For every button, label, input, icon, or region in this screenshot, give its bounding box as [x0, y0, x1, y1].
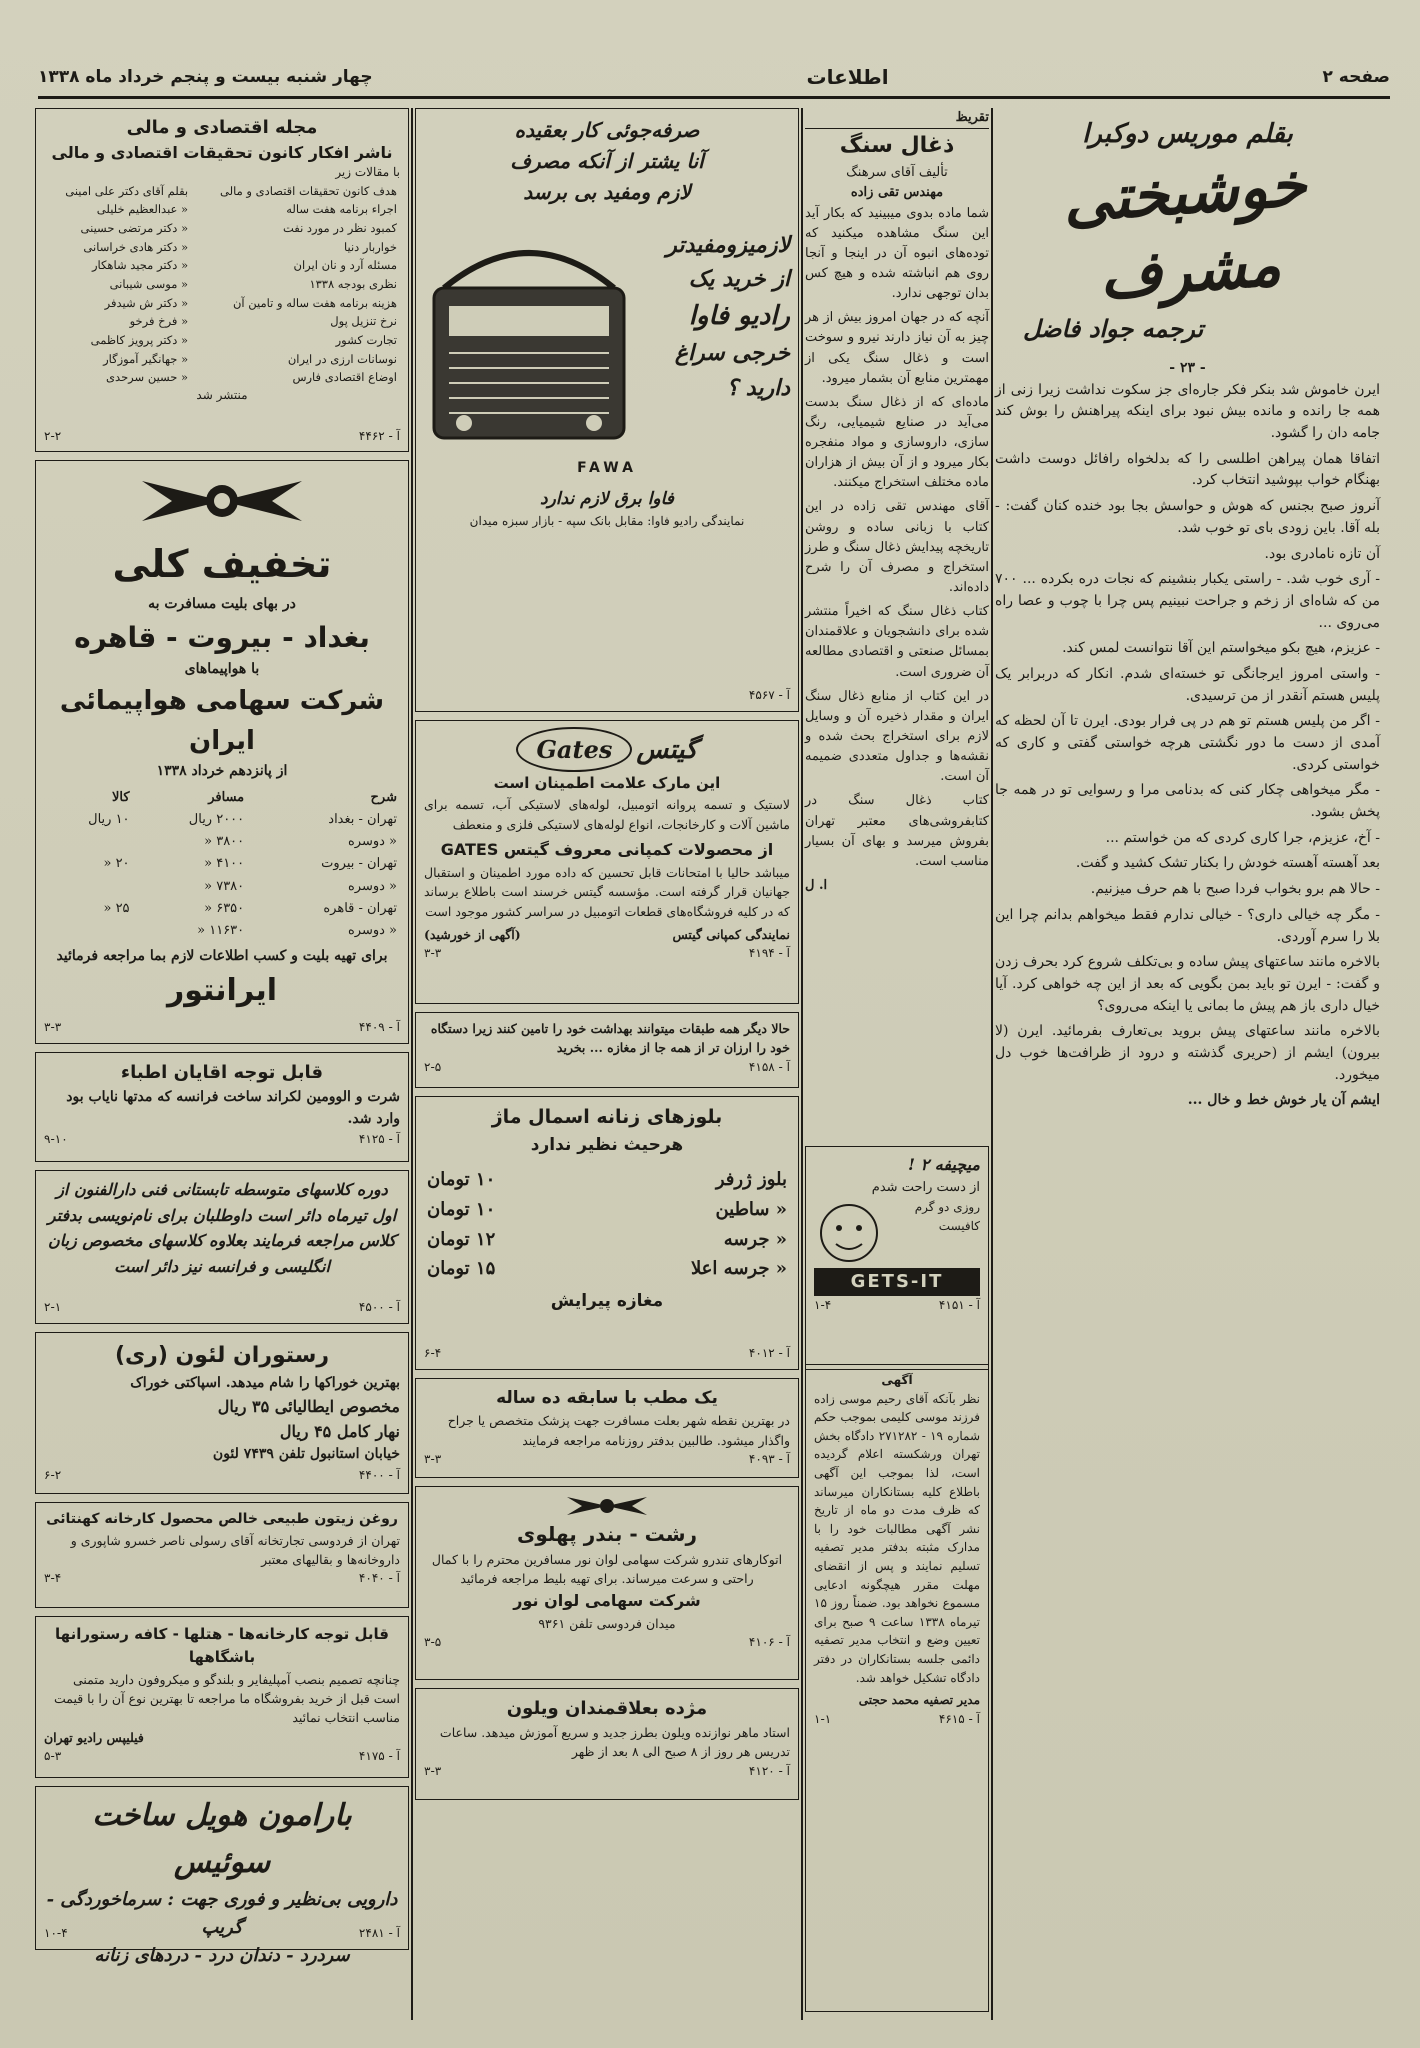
ads-column-left — [35, 108, 409, 2020]
ad-ref — [44, 1018, 400, 1037]
fare-passenger: ۲۰۰۰ ریال — [188, 812, 245, 828]
article-author: بقلم آقای دکتر علی امینی — [65, 183, 189, 198]
restaurant-line: خیابان استانبول تلفن ۷۴۳۹ لئون — [212, 1446, 400, 1463]
article-row — [44, 350, 400, 369]
fare-header-row — [44, 787, 400, 809]
ad-ref-code: ۱-۴ — [814, 1297, 832, 1312]
radio-question: لازمیزومفیدتر — [666, 232, 790, 258]
fare-row — [44, 853, 400, 875]
item-price: ۱۵ تومان — [427, 1258, 496, 1280]
airline-footer: برای تهیه بلیت و کسب اطلاعات لازم بما مراجعه فرمائید — [56, 947, 388, 964]
article-author: « حسین سرحدی — [106, 370, 189, 385]
article-row — [44, 312, 400, 331]
olive-oil-ad — [35, 1502, 409, 1608]
review-byline: تألیف آقای سرهنگ — [846, 165, 948, 181]
fare-route: تهران - بغداد — [328, 812, 397, 828]
blouse-shop: مغازه پیرایش — [550, 1291, 664, 1312]
radio-fawa-ad — [415, 108, 799, 712]
economic-magazine-ad — [35, 108, 409, 452]
serial-paragraph: - عزیزم، هیچ بکو میخواستم این آقا نتوانست لمس کند. — [1062, 640, 1380, 657]
blouse-subtitle: هرحیث نظیر ندارد — [530, 1135, 684, 1156]
fare-route: تهران - بیروت — [321, 856, 397, 872]
getsit-subtitle: از دست راحت شدم — [871, 1179, 980, 1195]
issue-date: چهار شنبه بیست و پنجم خرداد ماه ۱۳۳۸ — [38, 67, 373, 87]
column-rule — [991, 108, 993, 2020]
ad-ref-number: آ - ۴۴۰۰ — [358, 1468, 400, 1483]
ad-ref-number: آ - ۴۴۰۹ — [358, 1020, 400, 1035]
ad-ref — [424, 944, 790, 963]
blouse-price-table — [424, 1165, 790, 1285]
bus-address: میدان فردوسی تلفن ۹۳۶۱ — [538, 1615, 676, 1631]
winged-logo-icon — [137, 471, 307, 531]
radio-brand: FAWA — [577, 460, 637, 476]
bus-text: اتوکارهای تندرو شرکت سهامی لوان نور مسافرین محترم را با کمال راحتی و سرعت میرساند. برای تهیه بلیط مراجعه فرمائید — [431, 1552, 783, 1587]
fare-route: « دوسره — [347, 922, 397, 938]
article-title: هدف کانون تحقیقات اقتصادی و مالی — [220, 183, 397, 198]
amplifier-ad — [35, 1616, 409, 1778]
radio-question: از خرید یک — [688, 266, 790, 293]
olive-oil-title: روغن زیتون طبیعی خالص محصول کارخانه کهنتائی — [46, 1511, 398, 1527]
serial-paragraph: - مگر میخواهی چکار کنی که بدنامی مرا و رسوایی تو در همه جا پخش بشود. — [995, 782, 1380, 821]
magazine-title: مجله اقتصادی و مالی — [126, 117, 318, 138]
hygiene-ad — [415, 1012, 799, 1088]
ad-ref — [44, 1130, 400, 1149]
fare-header: شرح — [370, 789, 397, 805]
bankruptcy-notice — [805, 1364, 989, 2012]
magazine-intro: با مقالات زیر — [335, 165, 400, 180]
restaurant-line: مخصوص ایطالیائی ۳۵ ریال — [217, 1396, 400, 1416]
notice-title: آگهی — [881, 1373, 913, 1387]
getsit-ad — [805, 1146, 989, 1370]
ad-ref-code: ۵-۳ — [44, 1749, 62, 1763]
summer-class-ad — [35, 1170, 409, 1324]
class-text: دوره کلاسهای متوسطه تابستانی فنی دارالفنون از اول تیرماه دائر است داوطلبان برای نام‌نویسی بدفتر کلاس مراجعه فرمایند بعلاوه کلاسهای مخصوص زبان انگلیسی و فرانسه نیز دائر است — [47, 1180, 397, 1276]
airline-fare-table — [44, 787, 400, 942]
clinic-title: یک مطب با سابقه ده ساله — [496, 1388, 718, 1408]
serial-paragraph: - آخ، عزیزم، جرا کاری کردی که من خواستم ... — [1105, 829, 1380, 846]
serial-paragraph: اتفاقا همان پیراهن اطلسی را که بدلخواه رافائل دوست داشت بهنگام خواب بپوشید انتخاب کرد. — [995, 450, 1380, 489]
radio-question: خرجی سراغ — [674, 340, 790, 367]
ad-ref-number: آ - ۴۱۵۸ — [748, 1059, 790, 1074]
fare-row — [44, 809, 400, 831]
ad-ref — [44, 1466, 400, 1485]
ad-ref-code: ۲-۵ — [424, 1059, 442, 1074]
review-paragraph: کتاب ذغال سنگ که اخیراً منتشر شده برای دانشجویان و علاقمندان بمسائل صنعتی و اقتصادی مطالعه آن ضروری است. — [805, 604, 989, 680]
serial-credit: بقلم موریس دوکبرا — [1082, 119, 1293, 149]
fare-cargo: ۲۵ « — [103, 900, 130, 916]
article-author: « دکتر مرتضی حسینی — [80, 221, 189, 236]
bus-company: شرکت سهامی لوان نور — [513, 1590, 701, 1610]
ad-ref-number: آ - ۲۴۸۱ — [358, 1926, 400, 1941]
violin-title: مژده بعلاقمندان ویلون — [506, 1698, 708, 1719]
fare-row — [44, 831, 400, 853]
medicine-line: سردرد - دندان درد - دردهای زنانه — [94, 1944, 350, 1966]
article-row — [44, 238, 400, 257]
article-title: اجراء برنامه هفت ساله — [286, 202, 397, 217]
page-header — [38, 58, 1390, 99]
price-row — [424, 1165, 790, 1195]
radio-icon — [424, 228, 634, 458]
airline-ad — [35, 460, 409, 1044]
violin-ad — [415, 1688, 799, 1800]
article-title: مسئله آرد و نان ایران — [293, 258, 397, 273]
article-title: تجارت کشور — [335, 333, 397, 348]
getsit-brand: GETS-IT — [814, 1268, 980, 1296]
cartoon-face-icon — [814, 1198, 884, 1268]
serial-title-block — [995, 108, 1380, 350]
article-row — [44, 331, 400, 350]
medicine-ad — [35, 1786, 409, 1966]
ad-ref-code: ۳-۳ — [424, 1452, 442, 1467]
serial-paragraph: - حالا هم برو بخواب فردا صبح با هم حرف میزنیم. — [1090, 881, 1380, 898]
serial-paragraph: بالاخره مانند ساعتهای پیش ساده و بی‌تکلف شروع کرد بحرف زدن و گفت: - ایرن تو باید بمن بگویی که بعد از این چه خواهی کرد. آیا خیال داری باز هم پیش ما بمانی یا اینکه می‌روی؟ — [995, 954, 1380, 1014]
ad-ref — [424, 1450, 790, 1469]
airline-agency: ایرانتور — [166, 972, 278, 1008]
restaurant-title: رستوران لئون (ری) — [114, 1343, 330, 1368]
fare-cargo — [44, 876, 133, 898]
fare-row — [44, 920, 400, 942]
price-row — [424, 1225, 790, 1255]
serial-paragraph: آن تازه نامادری بود. — [1264, 545, 1380, 562]
ad-ref-number: آ - ۴۵۰۰ — [358, 1300, 400, 1315]
item-name: « جرسه — [723, 1228, 787, 1250]
gates-line: (آگهی از خورشید) — [424, 927, 521, 943]
ad-ref — [44, 428, 400, 445]
ad-ref-code: ۳-۵ — [424, 1634, 442, 1649]
restaurant-line: بهترین خوراکها را شام میدهد. اسپاکتی خوراک — [130, 1375, 400, 1392]
magazine-articles-table — [44, 182, 400, 387]
review-paragraph: شما ماده بدوی میبینید که بکار آید این سنگ مشاهده میکنید که توده‌های انبوه آن در اینجا و آنجا روی هم انباشته شده و هیچ کس بدان توجهی ندارد. — [805, 205, 989, 302]
price-row — [424, 1195, 790, 1225]
radio-footer: نمایندگی رادیو فاوا: مقابل بانک سپه - بازار سبزه میدان — [469, 514, 745, 529]
item-price: ۱۰ تومان — [427, 1198, 496, 1220]
hygiene-text: حالا دیگر همه طبقات میتوانند بهداشت خود را تامین کنند زیرا دستگاه خود را ارزان تر از همه جا از مغازه ... بخرید — [430, 1021, 790, 1056]
radio-question: رادیو فاوا — [688, 301, 790, 332]
ad-ref-code: ۲-۲ — [44, 428, 62, 443]
ad-ref — [424, 1058, 790, 1077]
ad-ref-number: آ - ۴۰۱۲ — [748, 1346, 790, 1361]
article-title: کمبود نظر در مورد نفت — [282, 221, 397, 236]
review-column — [805, 108, 989, 2020]
serial-column — [995, 108, 1380, 2020]
ad-ref-number: آ - ۴۰۴۰ — [358, 1571, 400, 1586]
ad-ref — [814, 1296, 980, 1315]
serial-paragraph: آنروز صبح بجنس که هوش و حواسش بجا بود خنده کنان گفت: - بله آقا. باین زودی بای تو خوب شد. — [995, 498, 1380, 536]
review-paragraph: در این کتاب از منابع ذغال سنگ ایران و مقدار ذخیره آن و وسایل لازم برای استخراج بحث شده و نقشه‌ها و جداول متعددی ضمیمه آن است. — [805, 688, 989, 785]
fare-row — [44, 898, 400, 920]
serial-paragraph: ایشم آن یار خوش خط و خال ... — [1187, 1092, 1380, 1109]
airline-company: شرکت سهامی هواپیمائی ایران — [59, 685, 385, 756]
article-row — [44, 200, 400, 219]
ad-ref-code: ۹-۱۰ — [44, 1132, 68, 1147]
amplifier-text: چنانچه تصمیم بنصب آمپلیفایر و بلندگو و میکروفون دارید متمنی است قبل از خرید بفروشگاه ما مراجعه تا بهترین نوع آن را با قیمت مناسب انتخاب نمائید — [53, 1671, 400, 1726]
restaurant-line: نهار کامل ۴۵ ریال — [279, 1421, 400, 1441]
blouse-ad — [415, 1096, 799, 1370]
magazine-subtitle: ناشر افکار کانون تحقیقات اقتصادی و مالی — [51, 143, 393, 163]
fare-passenger: ۶۳۵۰ « — [204, 900, 245, 916]
radio-tagline: آنا یشتر از آنکه مصرف — [510, 149, 704, 173]
article-author: « دکتر ش شیدفر — [104, 295, 189, 310]
ad-ref-code: ۳-۴ — [44, 1571, 62, 1586]
ad-ref-code: ۲-۱ — [44, 1300, 62, 1315]
serial-paragraph: - آری خوب شد. - راستی یکبار بنشینم که نجات دره بکرده ... ۷۰۰ من که شاه‌ای از زخم و جراحت نبینیم پس چرا با چوب و عصا راه می‌روی ... — [995, 571, 1380, 631]
radio-tagline: لازم ومفید بی برسد — [523, 180, 691, 204]
clinic-text: در بهترین نقطه شهر بعلت مسافرت جهت پزشک متخصص یا جراح واگذار میشود. طالبین بدفتر روزنامه مراجعه فرمایند — [447, 1413, 790, 1448]
blouse-title: بلوزهای زنانه اسمال ماژ — [491, 1106, 723, 1128]
article-row — [44, 219, 400, 238]
ad-ref-code: ۳-۳ — [424, 1763, 442, 1778]
fare-row — [44, 876, 400, 898]
winged-emblem-icon — [562, 1493, 652, 1519]
article-row — [44, 294, 400, 313]
article-title: نوسانات ارزی در ایران — [287, 351, 397, 366]
doctors-ad — [35, 1052, 409, 1162]
article-row — [44, 275, 400, 294]
review-paragraph: کتاب ذغال سنگ در کتابفروشی‌های معتبر تهران بفروش میرسد و بهای آن بسیار مناسب است. — [805, 793, 989, 869]
review-label: تقریظ — [805, 108, 989, 129]
serial-paragraph: بالاخره مانند ساعتهای پیش بروید بی‌تعارف بفرمائید. ایرن (لا بیرون) ایشم از (حریری گذشته و درود از ظرافت‌ها خوب دل میخورد. — [995, 1023, 1380, 1083]
ad-ref-number: آ - ۴۱۹۴ — [748, 946, 790, 961]
serial-paragraph: - اگر من پلیس هستم تو هم در پی فرار بودی. ایرن تا آن لحظه که آمدی از دست ما دور نگشتی هرچه خواستی گفتی و کاری که خواستی کردی. — [995, 713, 1380, 773]
column-rule — [411, 108, 413, 2020]
ad-ref — [424, 1762, 790, 1781]
bus-title: رشت - بندر پهلوی — [516, 1522, 698, 1546]
doctors-text: شرت و الوومین لکراند ساخت فرانسه که مدتها نایاب بود وارد شد. — [66, 1088, 400, 1127]
ad-ref — [424, 1344, 790, 1363]
article-row — [44, 256, 400, 275]
serial-paragraph: بعد آهسته آهسته خودش را بکنار تشک کشید و گفت. — [1075, 855, 1380, 872]
ad-ref — [814, 1710, 980, 1729]
ad-ref — [44, 1747, 400, 1766]
bus-ad — [415, 1486, 799, 1680]
article-author: « دکتر پرویز کاظمی — [90, 333, 189, 348]
fare-passenger: ۳۸۰۰ « — [204, 834, 245, 850]
medicine-title: بارامون هویل ساخت سوئیس — [92, 1798, 352, 1880]
item-price: ۱۲ تومان — [427, 1228, 496, 1250]
gates-ad — [415, 720, 799, 1004]
ad-ref — [44, 1924, 400, 1943]
fare-passenger: ۱۱۶۳۰ « — [197, 922, 245, 938]
article-title: هزینه برنامه هفت ساله و تامین آن — [232, 295, 397, 310]
article-author: « موسی شیبانی — [109, 277, 189, 292]
fare-route: « دوسره — [347, 834, 397, 850]
article-author: « جهانگیر آموزگار — [103, 351, 189, 366]
serial-paragraph: - واستی امروز ایرجانگی تو خسته‌ای شدم. انکار که دربرابر یک پلیس هستم آنقدر از من ترسیدی. — [995, 665, 1380, 704]
ad-ref-code: ۶-۴ — [424, 1346, 442, 1361]
ad-ref-number: آ - ۴۱۲۵ — [358, 1132, 400, 1147]
radio-tagline: صرفه‌جوئی کار بعقیده — [514, 118, 700, 142]
newspaper-name: اطلاعات — [806, 65, 889, 89]
ads-column-center — [415, 108, 799, 2020]
item-price: ۱۰ تومان — [427, 1168, 496, 1190]
ad-ref-number: آ - ۴۰۹۳ — [748, 1452, 790, 1467]
serial-title: خوشبختی مشرف — [1060, 149, 1309, 313]
magazine-note: منتشر شد — [196, 388, 248, 403]
review-signature: ا. ل — [805, 878, 828, 894]
article-author: « دکتر مجید شاهکار — [91, 258, 189, 273]
gates-line: نمایندگی کمپانی گیتس — [672, 927, 790, 943]
article-row — [44, 182, 400, 201]
article-row — [44, 368, 400, 387]
radio-question: دارید ؟ — [726, 374, 790, 401]
notice-text: نظر بآنکه آقای رحیم موسی زاده فرزند موسی کلیمی بموجب حکم شماره ۱۹ - ۲۷۱۲۸۲ دادگاه بخش تهران ورشکسته اعلام گردیده است، لذا بموجب این آگهی باطلاع کلیه بستانکاران میرساند که ظرف مدت دو ماه از تاریخ نشر آگهی مطالبات خود را با مدارک مثبته بدفتر مدیر تصفیه تسلیم نمایند و پس از انقضای مهلت مقرر هیچگونه ادعایی مسموع نخواهد بود. ضمناً روز ۱۵ تیرماه ۱۳۳۸ ساعت ۹ صبح برای تعیین وضع و انتخاب مدیر تصفیه دائمی جلسه بستانکاران در دفتر دادگاه تشکیل خواهد شد. — [814, 1391, 980, 1685]
fare-passenger: ۴۱۰۰ « — [204, 856, 245, 872]
serial-part-number: - ۲۳ - — [1169, 360, 1206, 376]
gates-line: میباشد حالیا با امتحانات قابل تحسین که داده مورد اطمینان و استقبال جهانیان قرار گرفته است. مؤسسه گیتس خرسند است باطلاع برساند که در کلیه فروشگاه‌های قطعات اتومبیل در سراسر کشور موجود است — [424, 864, 790, 919]
review-paragraph: ماده‌ای که از ذغال سنگ بدست می‌آید در صنایع شیمیایی، رنگ سازی، داروسازی و مواد منفجره بکار میرود و از آن بیش از هزاران ماده مختلف استخراج میکنند. — [805, 394, 989, 491]
doctors-title: قابل توجه اقایان اطباء — [120, 1062, 324, 1083]
airline-title: تخفیف کلی — [112, 542, 332, 586]
clinic-ad — [415, 1378, 799, 1478]
column-rule — [801, 108, 803, 2020]
article-author: « عبدالعظیم خلیلی — [96, 202, 189, 217]
getsit-note: روزی دو گرم کافیست — [914, 1199, 980, 1233]
article-author: « دکتر هادی خراسانی — [83, 239, 189, 254]
ad-ref-number: آ - ۴۱۰۶ — [748, 1634, 790, 1649]
ad-ref-number: آ - ۴۱۷۵ — [358, 1749, 400, 1763]
ad-ref — [424, 1633, 790, 1652]
serial-translator: ترجمه جواد فاضل — [1023, 314, 1204, 344]
ad-ref-code: ۳-۳ — [44, 1020, 62, 1035]
ad-ref-number: آ - ۴۴۶۲ — [358, 428, 400, 443]
article-title: نظری بودجه ۱۳۳۸ — [309, 277, 397, 292]
gates-persian-name: گیتس — [636, 735, 698, 765]
ad-ref-number: آ - ۴۵۶۷ — [748, 688, 790, 703]
ad-ref-code: ۱-۱ — [814, 1711, 832, 1726]
gates-line: از محصولات کمپانی معروف گیتس GATES — [440, 840, 774, 860]
ad-ref — [424, 686, 790, 705]
amplifier-title: باشگاهها — [188, 1648, 256, 1667]
radio-footer: فاوا برق لازم ندارد — [540, 488, 674, 509]
ad-ref — [44, 1569, 400, 1588]
review-byline: مهندس تقی زاده — [850, 185, 944, 201]
notice-signature: مدیر تصفیه محمد حجتی — [858, 1693, 980, 1708]
airline-from-date: از پانزدهم خرداد ۱۳۳۸ — [156, 763, 288, 780]
olive-oil-text: تهران از فردوسی تجارتخانه آقای رسولی ناصر خسرو شاپوری و داروخانه‌ها و بقالیهای معتبر — [70, 1532, 400, 1568]
item-name: « جرسه اعلا — [690, 1258, 787, 1280]
violin-text: استاد ماهر نوازنده ویلون بطرز جدید و سریع آموزش میدهد. ساعات تدریس هر روز از ۸ صبح الی ۸ بعد از ظهر — [439, 1724, 790, 1760]
serial-paragraph: ایرن خاموش شد بنکر فکر جاره‌ای جز سکوت نداشت زیرا زنی از همه جا رانده و مانده بیش نبود برای اینکه پیراهنش را بوش کند جامه دان را گشود. — [995, 381, 1380, 442]
ad-ref-number: آ - ۴۶۱۵ — [938, 1711, 980, 1726]
review-paragraph: آقای مهندس تقی زاده در این کتاب با زبانی ساده و روشن تاریخچه پیدایش ذغال سنگ و طرز استخراج و مصرف آن را شرح داده‌اند. — [805, 499, 989, 596]
airline-cities: بغداد - بیروت - قاهره — [74, 620, 370, 654]
ad-ref-code: ۳-۳ — [424, 946, 442, 961]
ad-ref-code: ۶-۲ — [44, 1468, 62, 1483]
fare-header: کالا — [111, 789, 130, 805]
article-title: نرخ تنزیل پول — [330, 314, 397, 329]
article-author: « فرخ فرخو — [129, 314, 189, 329]
amplifier-shop: فیلیپس رادیو تهران — [44, 1729, 144, 1745]
ad-ref — [44, 1298, 400, 1317]
ad-ref-code: ۱۰-۴ — [44, 1926, 68, 1941]
fare-cargo: ۱۰ ریال — [88, 812, 130, 828]
item-name: « ساطین — [715, 1198, 787, 1220]
article-title: اوضاع اقتصادی فارس — [292, 370, 397, 385]
gates-line: این مارک علامت اطمینان است — [493, 774, 721, 793]
fare-route: تهران - قاهره — [323, 900, 397, 916]
review-title: ذغال سنگ — [839, 133, 955, 159]
gates-line: لاستیک و تسمه پروانه اتومبیل، لوله‌های لاستیکی آب، تسمه برای ماشین آلات و کارخانجات، انواع لوله‌های لاستیکی فلزی و منعطف — [424, 797, 790, 832]
medicine-line: دارویی بی‌نظیر و فوری جهت : سرماخوردگی - گریپ — [46, 1889, 398, 1938]
article-title: خواربار دنیا — [343, 239, 397, 254]
airline-line: با هواپیماهای — [184, 660, 260, 677]
ad-ref-number: آ - ۴۱۲۰ — [748, 1763, 790, 1778]
serial-paragraph: - مگر چه خیالی داری؟ - خیالی ندارم فقط میخواهم بدانم چرا این بلا را سرم آوردی. — [995, 906, 1380, 945]
fare-passenger: ۷۳۸۰ « — [204, 878, 245, 894]
amplifier-title: قابل توجه کارخانه‌ها - هتلها - کافه رستورانها — [55, 1625, 389, 1643]
fare-header: مسافر — [208, 789, 245, 805]
item-name: بلوز ژرفر — [715, 1168, 787, 1190]
fare-route: « دوسره — [347, 878, 397, 894]
ad-ref-number: آ - ۴۱۵۱ — [938, 1297, 980, 1312]
restaurant-ad — [35, 1332, 409, 1494]
fare-cargo: ۲۰ « — [103, 856, 130, 872]
page-number: صفحه ۲ — [1322, 67, 1390, 87]
getsit-title: میچیفه ۲ ! — [908, 1155, 980, 1174]
gates-logo: Gates — [516, 727, 632, 772]
airline-line: در بهای بلیت مسافرت به — [148, 595, 296, 612]
fare-cargo — [44, 920, 133, 942]
review-paragraph: آنچه که در جهان امروز بیش از هر چیز به آن نیاز دارند نیرو و سوخت است و ذغال سنگ یکی از مهمترین منابع آن بشمار میرود. — [805, 310, 989, 386]
price-row — [424, 1254, 790, 1284]
fare-cargo — [44, 831, 133, 853]
